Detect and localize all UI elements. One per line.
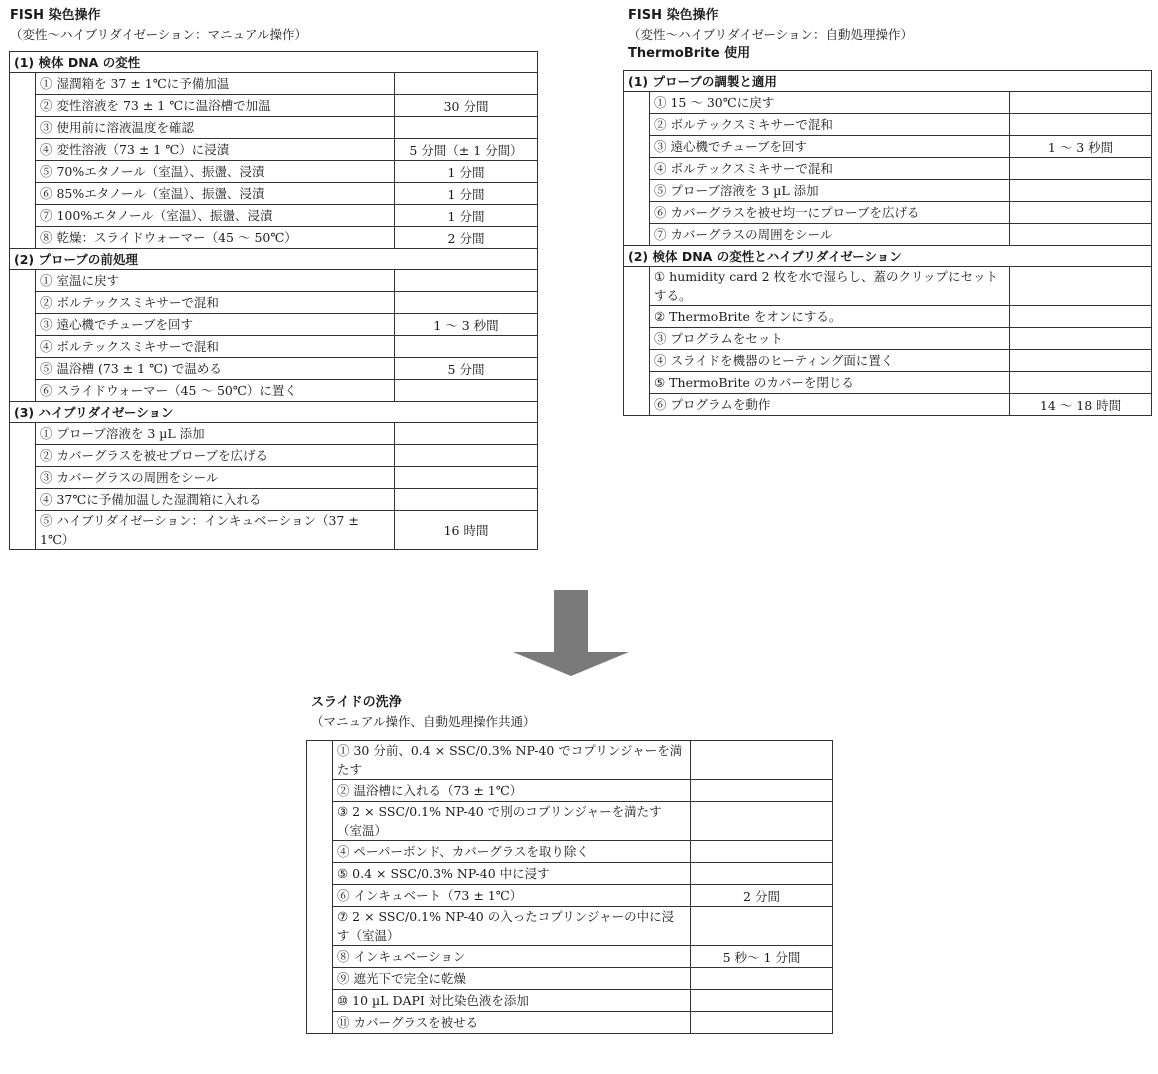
step-time: 1 分間 xyxy=(395,183,538,205)
step-time xyxy=(691,780,833,802)
step-time xyxy=(1010,350,1152,372)
step-time xyxy=(1010,202,1152,224)
step-time xyxy=(691,741,833,780)
step-row xyxy=(10,95,538,117)
step-text: ⑧ 乾燥：スライドウォーマー（45 〜 50℃） xyxy=(36,227,395,249)
step-text: ⑥ 85%エタノール（室温）、振盪、浸漬 xyxy=(36,183,395,205)
step-row xyxy=(307,841,833,863)
step-row xyxy=(10,511,538,550)
step-time xyxy=(1010,92,1152,114)
step-time: 14 〜 18 時間 xyxy=(1010,394,1152,416)
step-text: ① 湿潤箱を 37 ± 1℃に予備加温 xyxy=(36,73,395,95)
step-row xyxy=(307,741,833,780)
bottom-table-body xyxy=(307,741,833,1034)
step-time xyxy=(395,380,538,402)
section-header: (1) 検体 DNA の変性 xyxy=(10,52,538,73)
step-row xyxy=(10,423,538,445)
step-row xyxy=(10,336,538,358)
right-table-body xyxy=(624,71,1152,416)
step-text: ④ 変性溶液（73 ± 1 ℃）に浸漬 xyxy=(36,139,395,161)
step-text: ⑥ プログラムを動作 xyxy=(650,394,1010,416)
step-time xyxy=(691,907,833,946)
step-time xyxy=(1010,158,1152,180)
step-text: ④ ペーパーボンド、カバーグラスを取り除く xyxy=(333,841,691,863)
step-time: 2 分間 xyxy=(691,885,833,907)
step-text: ① 室温に戻す xyxy=(36,270,395,292)
step-row xyxy=(624,394,1152,416)
step-row xyxy=(10,489,538,511)
step-text: ⑤ ハイブリダイゼーション：インキュベーション（37 ± 1℃） xyxy=(36,511,395,550)
indent-cell xyxy=(10,423,36,550)
step-text: ① humidity card 2 枚を水で湿らし、蓋のクリップにセットする。 xyxy=(650,267,1010,306)
step-text: ⑨ 遮光下で完全に乾燥 xyxy=(333,968,691,990)
step-row xyxy=(307,907,833,946)
step-time: 30 分間 xyxy=(395,95,538,117)
step-row xyxy=(624,158,1152,180)
step-time: 1 〜 3 秒間 xyxy=(395,314,538,336)
bottom-subtitle: （マニュアル操作、自動処理操作共通） xyxy=(311,714,536,729)
step-text: ② カバーグラスを被せプローブを広げる xyxy=(36,445,395,467)
step-text: ⑤ プローブ溶液を 3 µL 添加 xyxy=(650,180,1010,202)
step-time xyxy=(691,968,833,990)
step-text: ① 30 分前、0.4 × SSC/0.3% NP-40 でコプリンジャーを満たす xyxy=(333,741,691,780)
bottom-wash-table xyxy=(306,740,833,1034)
step-row xyxy=(624,224,1152,246)
section-header-row xyxy=(624,246,1152,267)
step-time: 1 〜 3 秒間 xyxy=(1010,136,1152,158)
step-row xyxy=(307,885,833,907)
step-row xyxy=(624,180,1152,202)
step-text: ⑧ インキュベーション xyxy=(333,946,691,968)
step-row xyxy=(624,350,1152,372)
left-subtitle: （変性〜ハイブリダイゼーション：マニュアル操作） xyxy=(10,27,308,42)
step-row xyxy=(307,946,833,968)
step-text: ② ThermoBrite をオンにする。 xyxy=(650,306,1010,328)
step-text: ④ ボルテックスミキサーで混和 xyxy=(650,158,1010,180)
right-header xyxy=(628,6,913,63)
step-time: 5 分間（± 1 分間） xyxy=(395,139,538,161)
step-time xyxy=(395,445,538,467)
step-text: ② ボルテックスミキサーで混和 xyxy=(36,292,395,314)
section-header: (1) プローブの調製と適用 xyxy=(624,71,1152,92)
step-row xyxy=(10,467,538,489)
step-row xyxy=(307,1012,833,1034)
step-row xyxy=(10,73,538,95)
step-text: ④ 37℃に予備加温した湿潤箱に入れる xyxy=(36,489,395,511)
step-row xyxy=(624,202,1152,224)
section-header: (2) プローブの前処理 xyxy=(10,249,538,270)
step-time xyxy=(1010,224,1152,246)
section-header-row xyxy=(10,249,538,270)
left-table-body xyxy=(10,52,538,550)
step-time xyxy=(395,467,538,489)
step-time xyxy=(691,802,833,841)
section-header-row xyxy=(624,71,1152,92)
step-time xyxy=(1010,372,1152,394)
step-row xyxy=(307,990,833,1012)
step-text: ③ カバーグラスの周囲をシール xyxy=(36,467,395,489)
step-text: ⑤ 温浴槽 (73 ± 1 ℃) で温める xyxy=(36,358,395,380)
step-time: 16 時間 xyxy=(395,511,538,550)
step-text: ⑥ インキュベート（73 ± 1℃） xyxy=(333,885,691,907)
step-row xyxy=(10,205,538,227)
step-row xyxy=(10,139,538,161)
step-text: ④ スライドを機器のヒーティング面に置く xyxy=(650,350,1010,372)
step-row xyxy=(624,328,1152,350)
step-text: ⑤ 0.4 × SSC/0.3% NP-40 中に浸す xyxy=(333,863,691,885)
step-time: 1 分間 xyxy=(395,205,538,227)
step-time: 5 分間 xyxy=(395,358,538,380)
step-text: ⑤ ThermoBrite のカバーを閉じる xyxy=(650,372,1010,394)
section-header-row xyxy=(10,52,538,73)
step-time xyxy=(395,423,538,445)
step-row xyxy=(10,314,538,336)
step-row xyxy=(624,372,1152,394)
step-text: ⑦ 2 × SSC/0.1% NP-40 の入ったコプリンジャーの中に浸す（室温） xyxy=(333,907,691,946)
step-time xyxy=(1010,306,1152,328)
indent-cell xyxy=(624,267,650,416)
step-text: ③ 遠心機でチューブを回す xyxy=(650,136,1010,158)
step-row xyxy=(624,306,1152,328)
step-time xyxy=(395,292,538,314)
step-time xyxy=(1010,267,1152,306)
step-text: ① プローブ溶液を 3 µL 添加 xyxy=(36,423,395,445)
step-row xyxy=(307,968,833,990)
bottom-title: スライドの洗浄 xyxy=(311,695,402,710)
step-text: ⑦ 100%エタノール（室温）、振盪、浸漬 xyxy=(36,205,395,227)
bottom-header xyxy=(311,693,536,731)
step-time xyxy=(691,1012,833,1034)
step-text: ② ボルテックスミキサーで混和 xyxy=(650,114,1010,136)
step-row xyxy=(10,445,538,467)
section-header-row xyxy=(10,402,538,423)
step-text: ③ 遠心機でチューブを回す xyxy=(36,314,395,336)
step-text: ③ プログラムをセット xyxy=(650,328,1010,350)
step-row xyxy=(10,270,538,292)
step-time xyxy=(1010,180,1152,202)
step-time xyxy=(691,863,833,885)
step-row xyxy=(10,380,538,402)
step-time xyxy=(691,990,833,1012)
step-text: ② 温浴槽に入れる（73 ± 1℃） xyxy=(333,780,691,802)
step-time xyxy=(1010,328,1152,350)
section-header: (3) ハイブリダイゼーション xyxy=(10,402,538,423)
step-time xyxy=(395,489,538,511)
indent-cell xyxy=(10,73,36,249)
right-title: FISH 染色操作 xyxy=(628,8,719,23)
step-time: 2 分間 xyxy=(395,227,538,249)
step-text: ⑦ カバーグラスの周囲をシール xyxy=(650,224,1010,246)
right-subtitle-thermobrite: ThermoBrite 使用 xyxy=(628,46,751,61)
step-row xyxy=(307,802,833,841)
step-row xyxy=(624,267,1152,306)
step-text: ② 変性溶液を 73 ± 1 ℃に温浴槽で加温 xyxy=(36,95,395,117)
step-text: ⑩ 10 µL DAPI 対比染色液を添加 xyxy=(333,990,691,1012)
step-time xyxy=(395,270,538,292)
indent-cell xyxy=(10,270,36,402)
step-text: ③ 2 × SSC/0.1% NP-40 で別のコプリンジャーを満たす（室温） xyxy=(333,802,691,841)
down-arrow-icon xyxy=(513,590,629,676)
indent-cell xyxy=(624,92,650,246)
step-row xyxy=(10,292,538,314)
step-text: ④ ボルテックスミキサーで混和 xyxy=(36,336,395,358)
step-row xyxy=(10,358,538,380)
step-row xyxy=(624,114,1152,136)
step-text: ⑪ カバーグラスを被せる xyxy=(333,1012,691,1034)
step-row xyxy=(10,227,538,249)
step-time: 1 分間 xyxy=(395,161,538,183)
step-row xyxy=(307,780,833,802)
indent-cell xyxy=(307,741,333,1034)
step-text: ③ 使用前に溶液温度を確認 xyxy=(36,117,395,139)
section-header: (2) 検体 DNA の変性とハイブリダイゼーション xyxy=(624,246,1152,267)
step-row xyxy=(307,863,833,885)
step-row xyxy=(10,183,538,205)
step-time xyxy=(691,841,833,863)
right-subtitle: （変性〜ハイブリダイゼーション：自動処理操作） xyxy=(628,27,914,42)
step-text: ⑤ 70%エタノール（室温）、振盪、浸漬 xyxy=(36,161,395,183)
step-row xyxy=(624,92,1152,114)
step-row xyxy=(10,117,538,139)
right-procedure-table xyxy=(623,70,1152,416)
step-time xyxy=(395,117,538,139)
step-time xyxy=(395,73,538,95)
step-time xyxy=(1010,114,1152,136)
left-header xyxy=(10,6,307,44)
step-row xyxy=(624,136,1152,158)
left-title: FISH 染色操作 xyxy=(10,8,101,23)
step-time: 5 秒〜 1 分間 xyxy=(691,946,833,968)
step-row xyxy=(10,161,538,183)
step-text: ⑥ スライドウォーマー（45 〜 50℃）に置く xyxy=(36,380,395,402)
step-text: ⑥ カバーグラスを被せ均一にプローブを広げる xyxy=(650,202,1010,224)
down-arrow-shape xyxy=(513,590,629,676)
step-text: ① 15 〜 30℃に戻す xyxy=(650,92,1010,114)
left-procedure-table xyxy=(9,51,538,550)
step-time xyxy=(395,336,538,358)
